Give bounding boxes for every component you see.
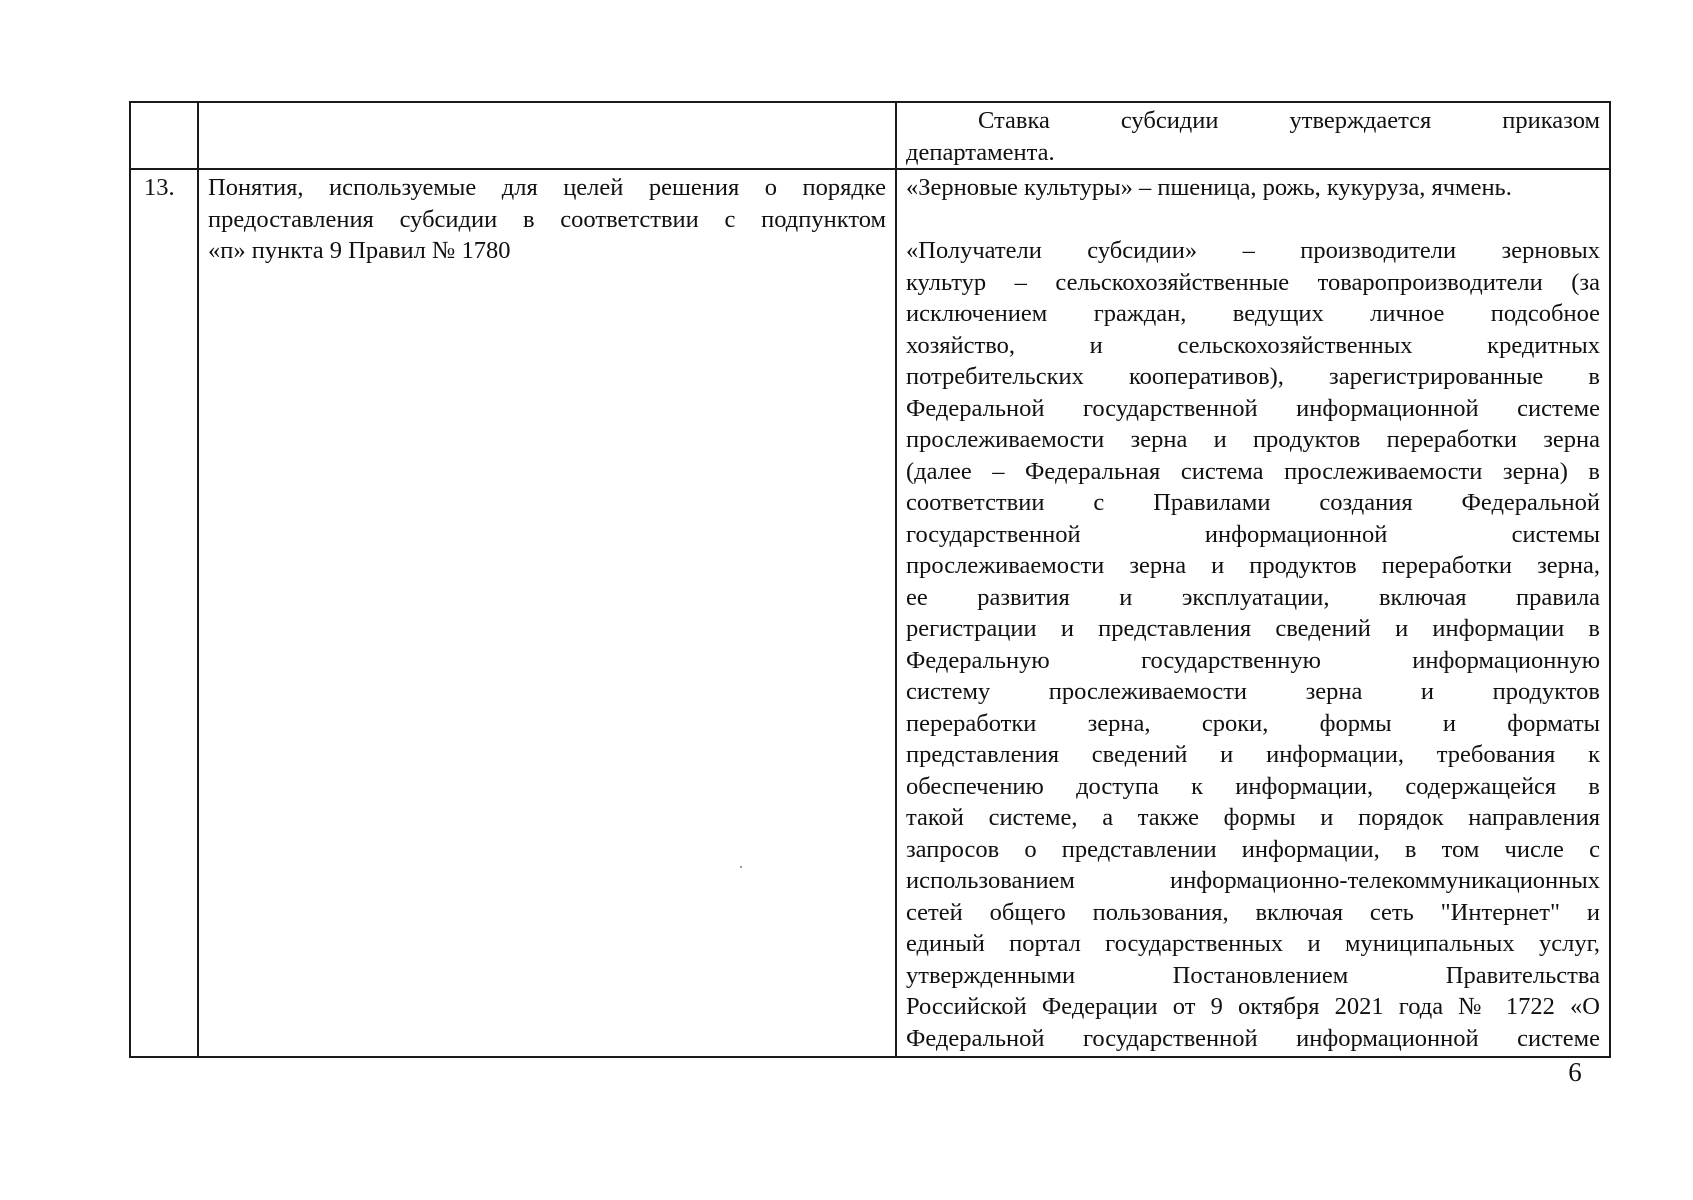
recipients-line: утвержденными Постановлением Правительства [906, 961, 1600, 989]
page-number: 6 [1568, 1057, 1582, 1087]
grain-crops-definition: «Зерновые культуры» – пшеница, рожь, кукуруза, ячмень. [906, 174, 1512, 201]
recipients-line: Федеральной государственной информационной системе [906, 1024, 1600, 1052]
table-row-13 [130, 169, 1610, 1057]
recipients-line: государственной информационной системы [906, 520, 1600, 548]
subsidy-recipients-definition [906, 235, 1600, 1054]
recipients-line: исключением граждан, ведущих личное подсобное [906, 300, 1600, 327]
recipients-line: систему прослеживаемости зерна и продуктов [906, 678, 1600, 705]
concepts-name-cell [198, 169, 896, 1057]
paragraph-spacer [906, 204, 1600, 236]
name-line-2: предоставления субсидии в соответствии с подпунктом [208, 205, 886, 233]
recipients-line: Федеральную государственную информационную [906, 646, 1600, 674]
recipients-line: представления сведений и информации, требования к [906, 741, 1600, 768]
recipients-line: использованием информационно-телекоммуникационных [906, 867, 1600, 894]
recipients-line: хозяйство, и сельскохозяйственных кредитных [906, 331, 1600, 359]
recipients-line: соответствии с Правилами создания Федеральной [906, 489, 1600, 516]
concepts-definitions-cell [896, 169, 1610, 1057]
recipients-line: переработки зерна, сроки, формы и форматы [906, 709, 1600, 737]
value-cell-rate [896, 102, 1610, 169]
name-line-1: Понятия, используемые для целей решения о порядке [208, 174, 886, 201]
recipients-line: прослеживаемости зерна и продуктов переработки зерна [906, 426, 1600, 453]
name-line-3: «п» пункта 9 Правил № 1780 [208, 237, 511, 264]
recipients-line: Российской Федерации от 9 октября 2021 года № 1722 «О [906, 993, 1600, 1020]
table-row-continuation [130, 102, 1610, 169]
subsidy-terms-table [129, 101, 1611, 1058]
recipients-line: «Получатели субсидии» – производители зерновых [906, 237, 1600, 264]
recipients-line: сетей общего пользования, включая сеть "Интернет" и [906, 898, 1600, 926]
scan-speck [740, 866, 742, 868]
recipients-line: прослеживаемости зерна и продуктов переработки зерна, [906, 552, 1600, 579]
recipients-line: Федеральной государственной информационной системе [906, 394, 1600, 422]
row-number-cell [130, 169, 198, 1057]
recipients-line: запросов о представлении информации, в том числе с [906, 835, 1600, 863]
rate-line-1: Ставка субсидии утверждается приказом [978, 107, 1600, 134]
rate-line-2: департамента. [906, 138, 1055, 166]
recipients-line: ее развития и эксплуатации, включая правила [906, 583, 1600, 611]
recipients-line: такой системе, а также формы и порядок направления [906, 804, 1600, 831]
recipients-line: единый портал государственных и муниципальных услуг, [906, 930, 1600, 957]
name-cell-empty [198, 102, 896, 169]
recipients-line: (далее – Федеральная система прослеживаемости зерна) в [906, 457, 1600, 485]
recipients-line: культур – сельскохозяйственные товаропроизводители (за [906, 268, 1600, 296]
recipients-line: регистрации и представления сведений и информации в [906, 615, 1600, 642]
recipients-line: потребительских кооперативов), зарегистрированные в [906, 363, 1600, 390]
row-number: 13. [144, 174, 175, 201]
number-cell-empty [130, 102, 198, 169]
recipients-line: обеспечению доступа к информации, содержащейся в [906, 772, 1600, 800]
